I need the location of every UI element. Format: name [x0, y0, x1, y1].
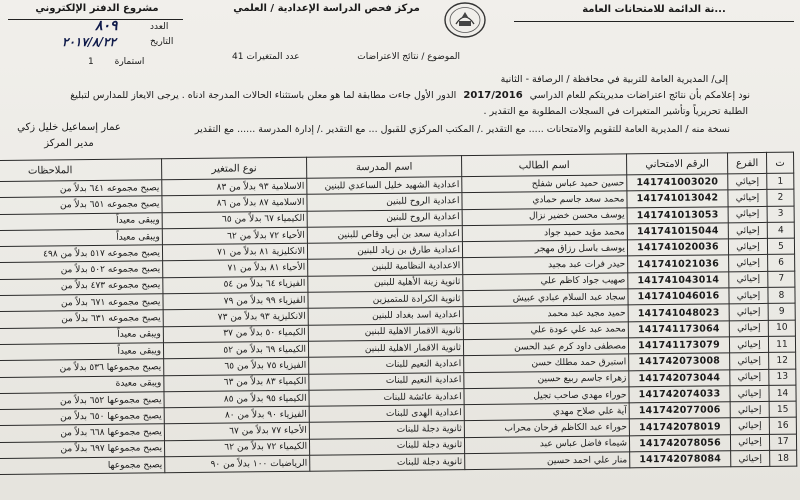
cell-student-name: شيماء فاضل عباس عبد: [464, 436, 629, 454]
cell-exam-no: 141742078019: [629, 418, 730, 435]
cell-branch: إحيائي: [728, 190, 767, 207]
cell-seq: 16: [769, 418, 796, 435]
cell-seq: 14: [769, 385, 796, 402]
cell-exam-no: 141741173079: [628, 337, 729, 354]
col-exam-no-header: الرقم الامتحاني: [627, 153, 728, 175]
cell-exam-no: 141741020036: [627, 239, 728, 256]
cell-seq: 11: [768, 336, 795, 353]
cell-school-name: ثانوية دجلة للبنات: [309, 421, 464, 439]
header-project: مشروع الدفتر الإلكتروني: [35, 3, 159, 14]
cell-change-type: الاسلامية ٩٣ بدلاً من ٨٣: [162, 178, 307, 196]
cell-school-name: اعدادية الشهيد خليل الساعدي للبنين: [307, 177, 462, 195]
cell-seq: 12: [769, 352, 796, 369]
cell-change-type: الانكليزية ٩٣ بدلاً من ٧٣: [163, 309, 308, 327]
cell-exam-no: 141741043014: [628, 272, 729, 289]
cell-exam-no: 141741013053: [627, 206, 728, 223]
cell-school-name: اعدادية النعيم للبنات: [309, 356, 464, 374]
cell-change-type: الكيمياء ٩٥ بدلاً من ٨٥: [164, 390, 309, 408]
cell-change-type: الانكليزية ٨١ بدلاً من ٧١: [162, 243, 307, 261]
signatory-name: عمار إسماعيل خليل زكي: [17, 122, 121, 133]
col-seq-header: ت: [767, 152, 794, 173]
cell-exam-no: 141742073008: [629, 353, 730, 370]
cell-school-name: اعدادية سعد بن أبي وقاص للبنين: [307, 225, 462, 243]
cell-notes: يصبح مجموعه ٦٧١ بدلاً من: [0, 294, 163, 313]
cell-school-name: اعدادية عائشة للبنات: [309, 388, 464, 406]
cell-seq: 5: [767, 238, 794, 255]
cell-school-name: ثانوية الكرادة للمتميزين: [308, 291, 463, 309]
col-branch-header: الفرع: [728, 152, 767, 173]
cell-branch: إحيائي: [729, 336, 768, 353]
cell-notes: ويبقى معيداً: [0, 343, 164, 362]
cell-exam-no: 141741003020: [627, 174, 728, 191]
cell-student-name: صهيب جواد كاظم علي: [463, 273, 628, 291]
cell-exam-no: 141741021036: [628, 255, 729, 272]
cell-seq: 13: [769, 369, 796, 386]
cell-school-name: اعدادية النعيم للبنات: [309, 372, 464, 390]
cell-seq: 18: [770, 450, 797, 467]
col-change-header: نوع المتغير: [162, 157, 307, 180]
cell-student-name: آية علي صلاح مهدي: [464, 403, 629, 421]
cell-change-type: الكيمياء ٧٢ بدلاً من ٦٢: [164, 439, 309, 457]
cell-seq: 6: [768, 255, 795, 272]
cell-change-type: الأحياء ٨١ بدلاً من ٧١: [163, 260, 308, 278]
cell-branch: إحيائي: [730, 434, 769, 451]
signatory-title: مدير المركز: [44, 138, 94, 149]
cell-branch: إحيائي: [730, 369, 769, 386]
col-school-header: اسم المدرسة: [307, 156, 462, 179]
cell-exam-no: 141742078056: [629, 435, 730, 452]
cell-school-name: ثانوية الاقمار الاهلية للبنين: [308, 323, 463, 341]
cell-notes: ويبقى معيدة: [0, 375, 164, 394]
cell-school-name: ثانوية دجلة للبنات: [309, 437, 464, 455]
cell-branch: إحيائي: [731, 450, 770, 467]
cell-branch: إحيائي: [728, 239, 767, 256]
header-band: [0, 0, 800, 24]
changes-count: عدد المتغيرات 41: [232, 52, 300, 62]
cell-notes: يصبح مجموعه ٤٧٣ بدلاً من: [0, 278, 163, 297]
subject-line: الموضوع / نتائج الاعتراضات: [357, 52, 460, 62]
cell-school-name: ثانوية الاقمار الاهلية للبنين: [308, 340, 463, 358]
cell-change-type: الكيمياء ٦٧ بدلاً من ٦٥: [162, 211, 307, 229]
cell-branch: إحيائي: [728, 173, 767, 190]
cell-notes: ويبقى معيداً: [0, 212, 162, 231]
body-paragraph-1: نود إعلامكم بأن نتائج اعتراضات مديريتكم للعام الدراسي 2017/2016 الدور الأول جاءت مطابقة لما هو معلن باستثناء الحالات المدرجة ادناه . يرجى الايعاز للمدارس لتبليغ: [70, 90, 750, 101]
form-number: استمارة 1: [88, 57, 145, 67]
cell-notes: يصبح مجموعها: [0, 457, 165, 476]
cell-student-name: حميد مجيد عبد محمد: [463, 305, 628, 323]
cell-exam-no: 141742077006: [629, 402, 730, 419]
cell-student-name: محمد مؤيد حميد جواد: [462, 224, 627, 242]
cell-student-name: سجاد عبد السلام عبادي عبيش: [463, 289, 628, 307]
cell-notes: يصبح مجموعها ٦٥٢ بدلاً من: [0, 392, 164, 411]
cell-branch: إحيائي: [728, 222, 767, 239]
cell-student-name: يوسف باسل رزاق مهجر: [462, 240, 627, 258]
cell-notes: يصبح مجموعه ٥١٧ بدلاً من ٤٩٨: [0, 245, 163, 264]
cell-notes: يصبح مجموعه ٦٥١ بدلاً من: [0, 196, 162, 215]
date-value: ٢٠١٧/٨/٢٢: [62, 35, 116, 49]
cell-exam-no: 141741015044: [627, 223, 728, 240]
cell-exam-no: 141742073044: [629, 369, 730, 386]
cell-change-type: الفيزياء ٧٥ بدلاً من ٦٥: [164, 357, 309, 375]
cell-branch: إحيائي: [730, 385, 769, 402]
cell-seq: 3: [767, 206, 794, 223]
cell-seq: 15: [769, 401, 796, 418]
cell-change-type: الفيزياء ٩٩ بدلاً من ٧٩: [163, 292, 308, 310]
cell-notes: يصبح مجموعه ٦٤١ بدلاً من: [0, 180, 162, 199]
col-notes-header: الملاحظات: [0, 159, 162, 182]
cell-notes: يصبح مجموعه ٦٣١ بدلاً من: [0, 310, 163, 329]
cell-school-name: اعدادية اسد بغداد للبنين: [308, 307, 463, 325]
cell-notes: يصبح مجموعها ٦٦٨ بدلاً من: [0, 424, 164, 443]
cell-branch: إحيائي: [730, 418, 769, 435]
cell-change-type: الاسلامية ٨٧ بدلاً من ٨٦: [162, 195, 307, 213]
cell-student-name: حسين حميد عباس شفلح: [462, 175, 627, 193]
changes-table-wrapper: [0, 152, 789, 475]
table-body: [0, 173, 797, 475]
cell-school-name: ثانوية دجلة للبنات: [310, 454, 465, 472]
changes-table: [0, 152, 797, 476]
cell-notes: يصبح مجموعها ٥٣٦ بدلاً من: [0, 359, 164, 378]
recipient-line: إلى/ المديرية العامة للتربية في محافظة / الرصافة - الثانية: [500, 74, 728, 85]
cell-branch: إحيائي: [730, 353, 769, 370]
cell-change-type: الأحياء ٧٧ بدلاً من ٦٧: [164, 423, 309, 441]
cell-seq: 9: [768, 303, 795, 320]
cell-branch: إحيائي: [729, 320, 768, 337]
cell-exam-no: 141742078084: [630, 451, 731, 468]
cell-student-name: استبرق حمد مطلك حسن: [464, 354, 629, 372]
cell-change-type: الفيزياء ٩٠ بدلاً من ٨٠: [164, 406, 309, 424]
cell-school-name: ثانوية زينة الأهلية للبنين: [308, 274, 463, 292]
header-center-name: مركز فحص الدراسة الإعدادية / العلمي: [233, 3, 420, 14]
cell-change-type: الرياضيات ١٠٠ بدلاً من ٩٠: [165, 455, 310, 473]
cell-student-name: مصطفى داود كرم عبد الحسن: [463, 338, 628, 356]
cell-branch: إحيائي: [730, 402, 769, 419]
cell-change-type: الفيزياء ٦٤ بدلاً من ٥٤: [163, 276, 308, 294]
cell-notes: يصبح مجموعها ٦٥٠ بدلاً من: [0, 408, 164, 427]
header-authority: ...نة الدائمة للامتحانات العامة: [514, 0, 794, 22]
cell-exam-no: 141741048023: [628, 304, 729, 321]
cell-branch: إحيائي: [729, 304, 768, 321]
cell-seq: 17: [769, 434, 796, 451]
date-label: التاريخ: [150, 37, 174, 47]
cell-exam-no: 141742074033: [629, 386, 730, 403]
cc-line: نسخة منه / المديرية العامة للتقويم والامتحانات ..... مع التقدير ./ المكتب المركزي للقبول ... مع التقدير ./ إدارة المدرسة ...... مع التقدير: [194, 124, 730, 135]
cell-school-name: اعدادية الهدى للبنات: [309, 405, 464, 423]
cell-change-type: الكيمياء ٨٣ بدلاً من ٦٣: [164, 374, 309, 392]
cell-seq: 10: [768, 320, 795, 337]
signature-block: [14, 120, 124, 152]
cell-student-name: حوراء عبد الكاظم فرحان محراب: [464, 419, 629, 437]
cell-school-name: اعدادية طارق بن زياد للبنين: [307, 242, 462, 260]
cell-change-type: الأحياء ٧٢ بدلاً من ٦٢: [162, 227, 307, 245]
cell-notes: ويبقى معيداً: [0, 326, 163, 345]
cell-seq: 2: [767, 189, 794, 206]
cell-change-type: الكيمياء ٦٩ بدلاً من ٥٢: [163, 341, 308, 359]
cell-branch: إحيائي: [729, 255, 768, 272]
number-label: العدد: [150, 22, 169, 32]
cell-student-name: حوراء مهدي صاحب تجيل: [464, 387, 629, 405]
cell-student-name: يوسف محسن خضير نزال: [462, 207, 627, 225]
ministry-emblem-icon: [442, 0, 488, 40]
cell-student-name: زهراء جاسم ربيع حسين: [464, 370, 629, 388]
cell-school-name: اعدادية الروح للبنين: [307, 209, 462, 227]
cell-seq: 4: [767, 222, 794, 239]
cell-exam-no: 141741046016: [628, 288, 729, 305]
cell-seq: 8: [768, 287, 795, 304]
cell-notes: يصبح مجموعه ٥٠٢ بدلاً من: [0, 261, 163, 280]
body-paragraph-2: الطلبة تحريرياً وتأشير المتغيرات في السجلات المطلوبة مع التقدير .: [483, 106, 748, 117]
cell-notes: ويبقى معيداً: [0, 229, 162, 248]
cell-change-type: الكيمياء ٥٠ بدلاً من ٣٧: [163, 325, 308, 343]
cell-branch: إحيائي: [728, 206, 767, 223]
cell-school-name: الاعدادية النظامية للبنين: [308, 258, 463, 276]
number-value: ٨٠٩: [95, 18, 118, 34]
cell-seq: 7: [768, 271, 795, 288]
cell-notes: يصبح مجموعها ٦٩٧ بدلاً من: [0, 440, 165, 459]
cell-student-name: حيدر فرات عبد مجيد: [463, 256, 628, 274]
col-student-header: اسم الطالب: [462, 154, 627, 177]
cell-branch: إحيائي: [729, 271, 768, 288]
cell-student-name: منار علي احمد حسين: [465, 452, 630, 470]
cell-student-name: محمد سعد جاسم حمادي: [462, 191, 627, 209]
cell-school-name: اعدادية الروح للبنين: [307, 193, 462, 211]
cell-branch: إحيائي: [729, 287, 768, 304]
cell-exam-no: 141741013042: [627, 190, 728, 207]
cell-exam-no: 141741173064: [628, 320, 729, 337]
cell-seq: 1: [767, 173, 794, 190]
cell-student-name: محمد عبد علي عودة علي: [463, 322, 628, 340]
